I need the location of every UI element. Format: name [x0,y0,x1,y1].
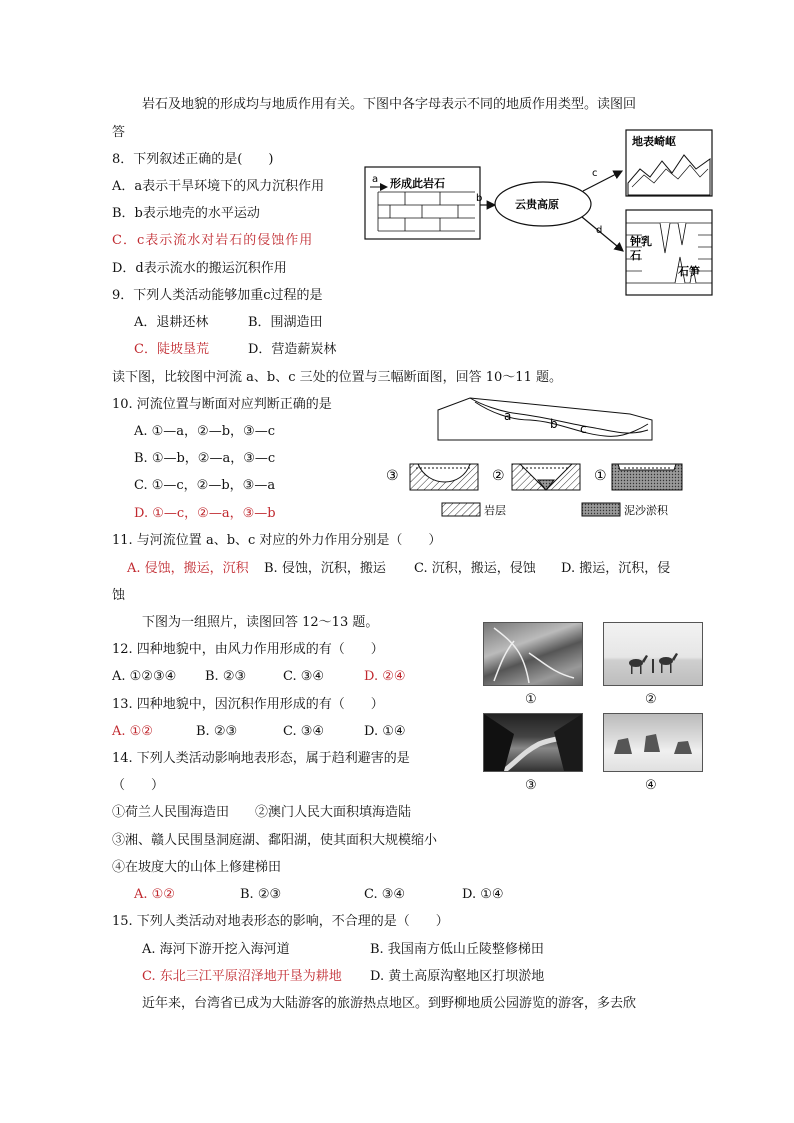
q12-stem: 12. 四种地貌中，由风力作用形成的有（ ） [112,642,384,657]
photo-1-delta [483,622,583,686]
q14-item-1-2: ①荷兰人民围海造田 ②澳门人民大面积填海造陆 [112,805,412,820]
q15-option-b: B. 我国南方低山丘陵整修梯田 [370,942,544,957]
legend-sediment-swatch [582,503,620,516]
label-a: a [372,174,379,185]
q14-option-c: C. ③④ [364,887,406,902]
q14-item-3: ③湘、赣人民围垦洞庭湖、鄱阳湖，使其面积大规模缩小 [112,833,438,848]
q8-option-b: B．b表示地壳的水平运动 [112,206,260,221]
geology-process-diagram [360,125,715,300]
q12-option-a: A. ①②③④ [112,669,177,684]
photo-4-caption: ④ [645,778,657,793]
label-d: d [596,225,603,236]
q12-option-d: D. ②④ [364,669,406,684]
q8-stem: 8．下列叙述正确的是( ) [112,152,274,167]
section-2-label: ② [492,468,505,484]
q14-paren: （ ） [112,778,165,793]
q11-option-d: D. 搬运，沉积，侵 [561,561,671,576]
q8-option-d: D．d表示流水的搬运沉积作用 [112,261,287,276]
stalagmite-label: 石笋 [678,265,700,278]
q15-option-a: A. 海河下游开挖入海河道 [142,942,290,957]
q9-option-d: D．营造薪炭林 [248,342,337,357]
q12-option-b: B. ②③ [205,669,247,684]
q10-option-a: A. ①—a，②—b，③—c [134,424,275,439]
q12-option-c: C. ③④ [283,669,325,684]
q11-option-b: B. 侵蚀，沉积，搬运 [264,561,386,576]
q14-item-4: ④在坡度大的山体上修建梯田 [112,860,282,875]
q13-stem: 13. 四种地貌中，因沉积作用形成的有（ ） [112,697,384,712]
intro-line-2: 答 [112,125,126,140]
photo-3-caption: ③ [525,778,537,793]
q10-option-d: D. ①—c，②—a，③—b [134,506,276,521]
river-block [438,398,652,440]
q11-option-a: A. 侵蚀，搬运，沉积 [127,561,249,576]
photo-4-yardang [603,713,703,772]
stalactite-label-1: 钟乳 [630,235,652,248]
photo-2-caption: ② [645,692,657,707]
q14-stem: 14. 下列人类活动影响地表形态，属于趋利避害的是 [112,751,410,766]
photo-3-canyon [483,713,583,772]
label-c: c [592,168,598,179]
q10-option-b: B. ①—b，②—a，③—c [134,451,276,466]
q8-option-a: A．a表示干旱环境下的风力沉积作用 [112,179,325,194]
legend-rock-label: 岩层 [484,504,506,517]
photo-2-desert-camels [603,622,703,686]
plateau-label: 云贵高原 [515,198,559,211]
read-prompt-10-11: 读下图，比较图中河流 a、b、c 三处的位置与三幅断面图，回答 10～11 题。 [112,370,562,385]
legend-sediment-label: 泥沙淤积 [624,504,668,517]
photos-intro: 下图为一组照片，读图回答 12～13 题。 [142,615,379,630]
q9-option-a: A．退耕还林 [134,315,209,330]
section-1-label: ① [594,468,607,484]
q14-option-d: D. ①④ [462,887,504,902]
q10-stem: 10. 河流位置与断面对应判断正确的是 [112,397,332,412]
photo-1-caption: ① [525,692,537,707]
section-3-label: ③ [386,468,399,484]
q9-option-b: B．围湖造田 [248,315,323,330]
q9-stem: 9．下列人类活动能够加重c过程的是 [112,288,323,303]
q9-option-c: C．陡坡垦荒 [134,342,209,357]
q11-stem: 11. 与河流位置 a、b、c 对应的外力作用分别是（ ） [112,533,442,548]
q14-option-a: A. ①② [134,887,175,902]
q13-option-d: D. ①④ [364,724,406,739]
closing-passage: 近年来，台湾省已成为大陆游客的旅游热点地区。到野柳地质公园游览的游客，多去欣 [142,996,637,1011]
q8-option-c: C．c表示流水对岩石的侵蚀作用 [112,233,314,248]
q11-option-d-wrap: 蚀 [112,588,126,603]
q15-option-c: C. 东北三江平原沼泽地开垦为耕地 [142,969,342,984]
q15-stem: 15. 下列人类活动对地表形态的影响，不合理的是（ ） [112,914,449,929]
stalactite-label-2: 石 [630,249,641,262]
q10-option-c: C. ①—c，②—b，③—a [134,478,276,493]
q11-option-c: C. 沉积，搬运，侵蚀 [414,561,536,576]
legend-rock-swatch [442,503,480,516]
q14-option-b: B. ②③ [240,887,282,902]
label-b: b [476,193,483,204]
q13-option-c: C. ③④ [283,724,325,739]
box-label-form-rock: 形成此岩石 [390,177,445,190]
q13-option-a: A. ①② [112,724,153,739]
q15-option-d: D. 黄土高原沟壑地区打坝淤地 [370,969,545,984]
q13-option-b: B. ②③ [196,724,238,739]
intro-line-1: 岩石及地貌的形成均与地质作用有关。下图中各字母表示不同的地质作用类型。读图回 [142,97,637,112]
river-label-c: c [580,422,587,436]
river-section-diagram [380,392,700,522]
river-label-b: b [550,417,558,431]
rugged-label: 地表崎岖 [632,135,676,148]
river-label-a: a [504,409,512,423]
